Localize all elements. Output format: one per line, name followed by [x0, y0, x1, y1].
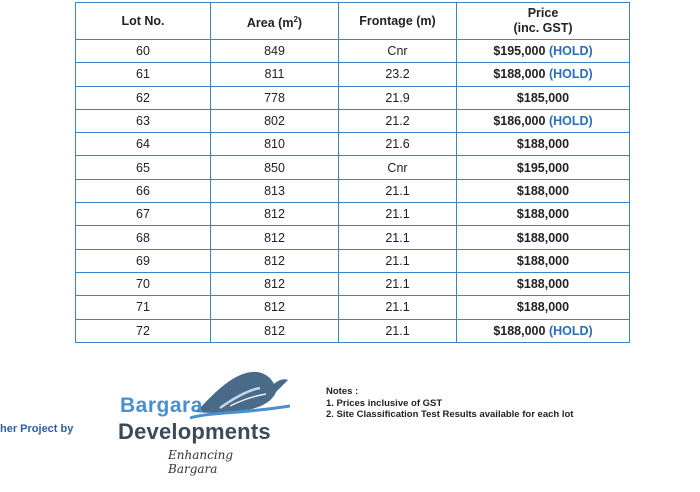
table-row [76, 203, 630, 226]
cell-area: 810 [211, 133, 339, 156]
note-item: 2. Site Classification Test Results available for each lot [326, 409, 574, 420]
cell-lot-no: 64 [76, 133, 211, 156]
price-value: $188,000 [516, 207, 570, 222]
table-row [76, 109, 630, 132]
lot-price-table [75, 2, 630, 343]
cell-price [457, 319, 630, 342]
table-row [76, 133, 630, 156]
header-lot-no: Lot No. [76, 3, 211, 40]
cell-price [457, 86, 630, 109]
cell-area: 812 [211, 296, 339, 319]
cell-lot-no: 62 [76, 86, 211, 109]
header-area [211, 3, 339, 40]
hold-badge: (HOLD) [548, 44, 593, 59]
logo-tagline: Enhancing Bargara [168, 448, 234, 476]
header-area-prefix: Area (m [246, 15, 294, 30]
hold-badge: (HOLD) [548, 67, 593, 82]
cell-price [457, 179, 630, 202]
project-by-label: her Project by [0, 423, 74, 435]
cell-frontage: 21.1 [339, 249, 457, 272]
cell-lot-no: 60 [76, 40, 211, 63]
cell-area: 812 [211, 249, 339, 272]
logo-text-bargara: Bargara [120, 394, 203, 417]
table-header-row [76, 3, 630, 40]
whale-icon [190, 368, 290, 420]
header-frontage: Frontage (m) [339, 3, 457, 40]
header-price-line2: (inc. GST) [513, 21, 573, 35]
price-value: $188,000 [493, 323, 546, 338]
price-value: $188,000 [516, 183, 570, 198]
cell-lot-no: 67 [76, 203, 211, 226]
cell-price [457, 203, 630, 226]
header-price-line1: Price [527, 6, 559, 20]
cell-lot-no: 72 [76, 319, 211, 342]
cell-area: 811 [211, 63, 339, 86]
cell-area: 849 [211, 40, 339, 63]
cell-price [457, 40, 630, 63]
cell-price [457, 109, 630, 132]
cell-area: 812 [211, 226, 339, 249]
cell-frontage: 21.2 [339, 109, 457, 132]
cell-frontage: 23.2 [339, 63, 457, 86]
cell-frontage: Cnr [339, 156, 457, 179]
price-value: $186,000 [493, 114, 546, 129]
cell-price [457, 296, 630, 319]
cell-frontage: 21.9 [339, 86, 457, 109]
cell-area: 812 [211, 272, 339, 295]
cell-frontage: 21.6 [339, 133, 457, 156]
price-value: $188,000 [516, 253, 570, 268]
hold-badge: (HOLD) [548, 114, 593, 129]
hold-badge: (HOLD) [548, 323, 593, 338]
cell-lot-no: 63 [76, 109, 211, 132]
price-value: $188,000 [516, 230, 570, 245]
price-value: $188,000 [516, 277, 570, 292]
cell-area: 813 [211, 179, 339, 202]
bargara-developments-logo [112, 368, 284, 476]
header-price [457, 3, 630, 40]
price-value: $188,000 [493, 67, 546, 82]
cell-area: 802 [211, 109, 339, 132]
cell-price [457, 63, 630, 86]
cell-frontage: Cnr [339, 40, 457, 63]
cell-lot-no: 65 [76, 156, 211, 179]
price-value: $195,000 [493, 44, 546, 59]
price-value: $188,000 [516, 137, 570, 152]
cell-area: 778 [211, 86, 339, 109]
notes-block [326, 386, 573, 421]
cell-area: 850 [211, 156, 339, 179]
note-item: 1. Prices inclusive of GST [326, 397, 443, 409]
cell-area: 812 [211, 319, 339, 342]
price-value: $195,000 [516, 160, 570, 175]
logo-text-developments: Developments [118, 419, 271, 444]
cell-lot-no: 66 [76, 179, 211, 202]
cell-price [457, 156, 630, 179]
table-row [76, 272, 630, 295]
table-row [76, 296, 630, 319]
table-row [76, 226, 630, 249]
header-area-sup: 2 [293, 14, 298, 24]
cell-lot-no: 69 [76, 249, 211, 272]
cell-frontage: 21.1 [339, 319, 457, 342]
table-row [76, 156, 630, 179]
cell-price [457, 226, 630, 249]
cell-frontage: 21.1 [339, 203, 457, 226]
cell-lot-no: 71 [76, 296, 211, 319]
table-row [76, 249, 630, 272]
cell-lot-no: 61 [76, 63, 211, 86]
table-row [76, 179, 630, 202]
cell-frontage: 21.1 [339, 296, 457, 319]
header-area-suffix: ) [297, 15, 303, 30]
cell-price [457, 249, 630, 272]
cell-lot-no: 68 [76, 226, 211, 249]
cell-frontage: 21.1 [339, 226, 457, 249]
notes-title: Notes : [326, 386, 359, 397]
price-value: $188,000 [516, 300, 570, 315]
table-row [76, 63, 630, 86]
table-body [76, 40, 630, 343]
table-row [76, 319, 630, 342]
lot-price-table-container [75, 2, 629, 343]
table-row [76, 40, 630, 63]
table-row [76, 86, 630, 109]
cell-lot-no: 70 [76, 272, 211, 295]
cell-area: 812 [211, 203, 339, 226]
cell-price [457, 272, 630, 295]
cell-frontage: 21.1 [339, 179, 457, 202]
cell-price [457, 133, 630, 156]
price-value: $185,000 [516, 90, 570, 105]
cell-frontage: 21.1 [339, 272, 457, 295]
